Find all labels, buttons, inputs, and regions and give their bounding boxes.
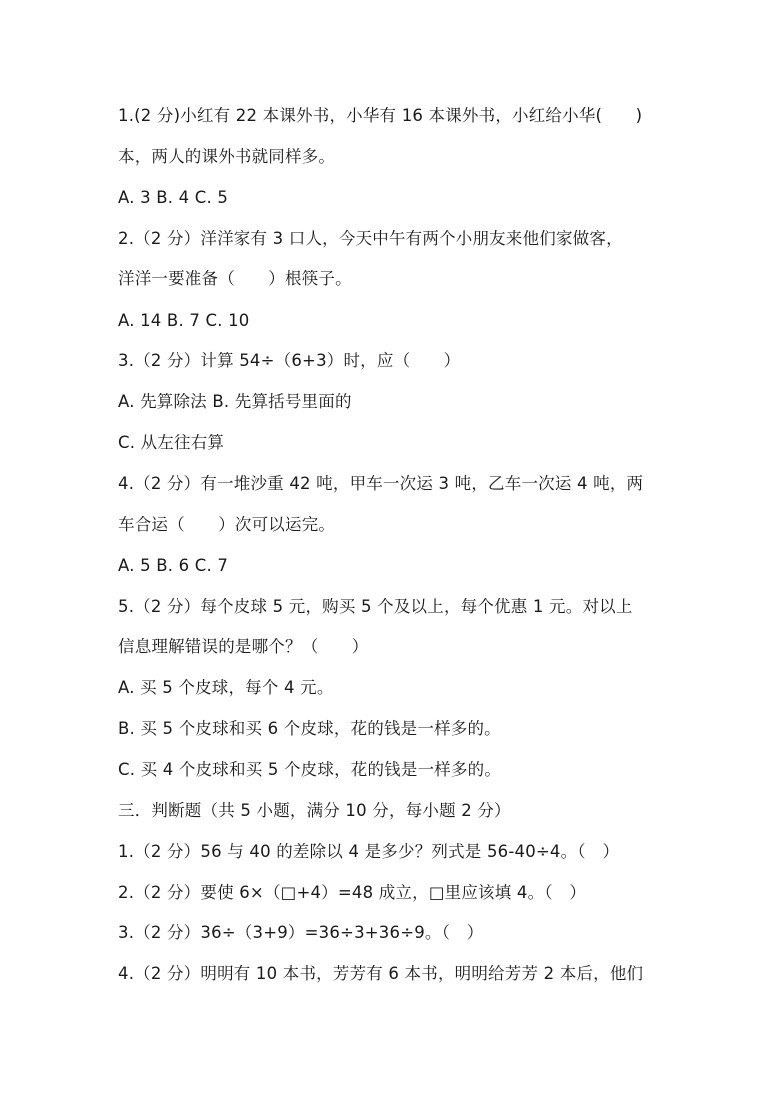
q2-line-1: 2.（2 分）洋洋家有 3 口人，今天中午有两个小朋友来他们家做客， bbox=[118, 229, 623, 248]
q1-line-2: 本，两人的课外书就同样多。 bbox=[118, 147, 336, 166]
q5-line-1: 5.（2 分）每个皮球 5 元，购买 5 个及以上，每个优惠 1 元。对以上 bbox=[118, 597, 633, 616]
q3-option-c: C. 从左往右算 bbox=[118, 433, 225, 452]
q5-line-2: 信息理解错误的是哪个？（ ） bbox=[118, 637, 369, 656]
section-title-judgment: 三．判断题（共 5 小题，满分 10 分，每小题 2 分） bbox=[118, 801, 511, 820]
judge-q2: 2.（2 分）要使 6×（□+4）=48 成立，□里应该填 4。（ ） bbox=[118, 883, 587, 902]
q2-options: A. 14 B. 7 C. 10 bbox=[118, 311, 250, 330]
q1-line-1: 1.(2 分)小红有 22 本课外书，小华有 16 本课外书，小红给小华( ) bbox=[118, 106, 643, 125]
judge-q3: 3.（2 分）36÷（3+9）=36÷3+36÷9。（ ） bbox=[118, 923, 484, 942]
q3-line-1: 3.（2 分）计算 54÷（6+3）时，应（ ） bbox=[118, 351, 461, 370]
q5-option-b: B. 买 5 个皮球和买 6 个皮球，花的钱是一样多的。 bbox=[118, 719, 501, 738]
q4-line-2: 车合运（ ）次可以运完。 bbox=[118, 515, 336, 534]
q5-option-a: A. 买 5 个皮球，每个 4 元。 bbox=[118, 678, 334, 697]
q4-line-1: 4.（2 分）有一堆沙重 42 吨，甲车一次运 3 吨，乙车一次运 4 吨，两 bbox=[118, 474, 644, 493]
q2-line-2: 洋洋一要准备（ ）根筷子。 bbox=[118, 269, 352, 288]
q4-options: A. 5 B. 6 C. 7 bbox=[118, 556, 229, 575]
q1-options: A. 3 B. 4 C. 5 bbox=[118, 188, 229, 207]
judge-q4-line-1: 4.（2 分）明明有 10 本书，芳芳有 6 本书，明明给芳芳 2 本后，他们 bbox=[118, 964, 644, 983]
q3-options-ab: A. 先算除法 B. 先算括号里面的 bbox=[118, 392, 352, 411]
q5-option-c: C. 买 4 个皮球和买 5 个皮球，花的钱是一样多的。 bbox=[118, 760, 502, 779]
judge-q1: 1.（2 分）56 与 40 的差除以 4 是多少？列式是 56-40÷4。（ ） bbox=[118, 842, 620, 861]
